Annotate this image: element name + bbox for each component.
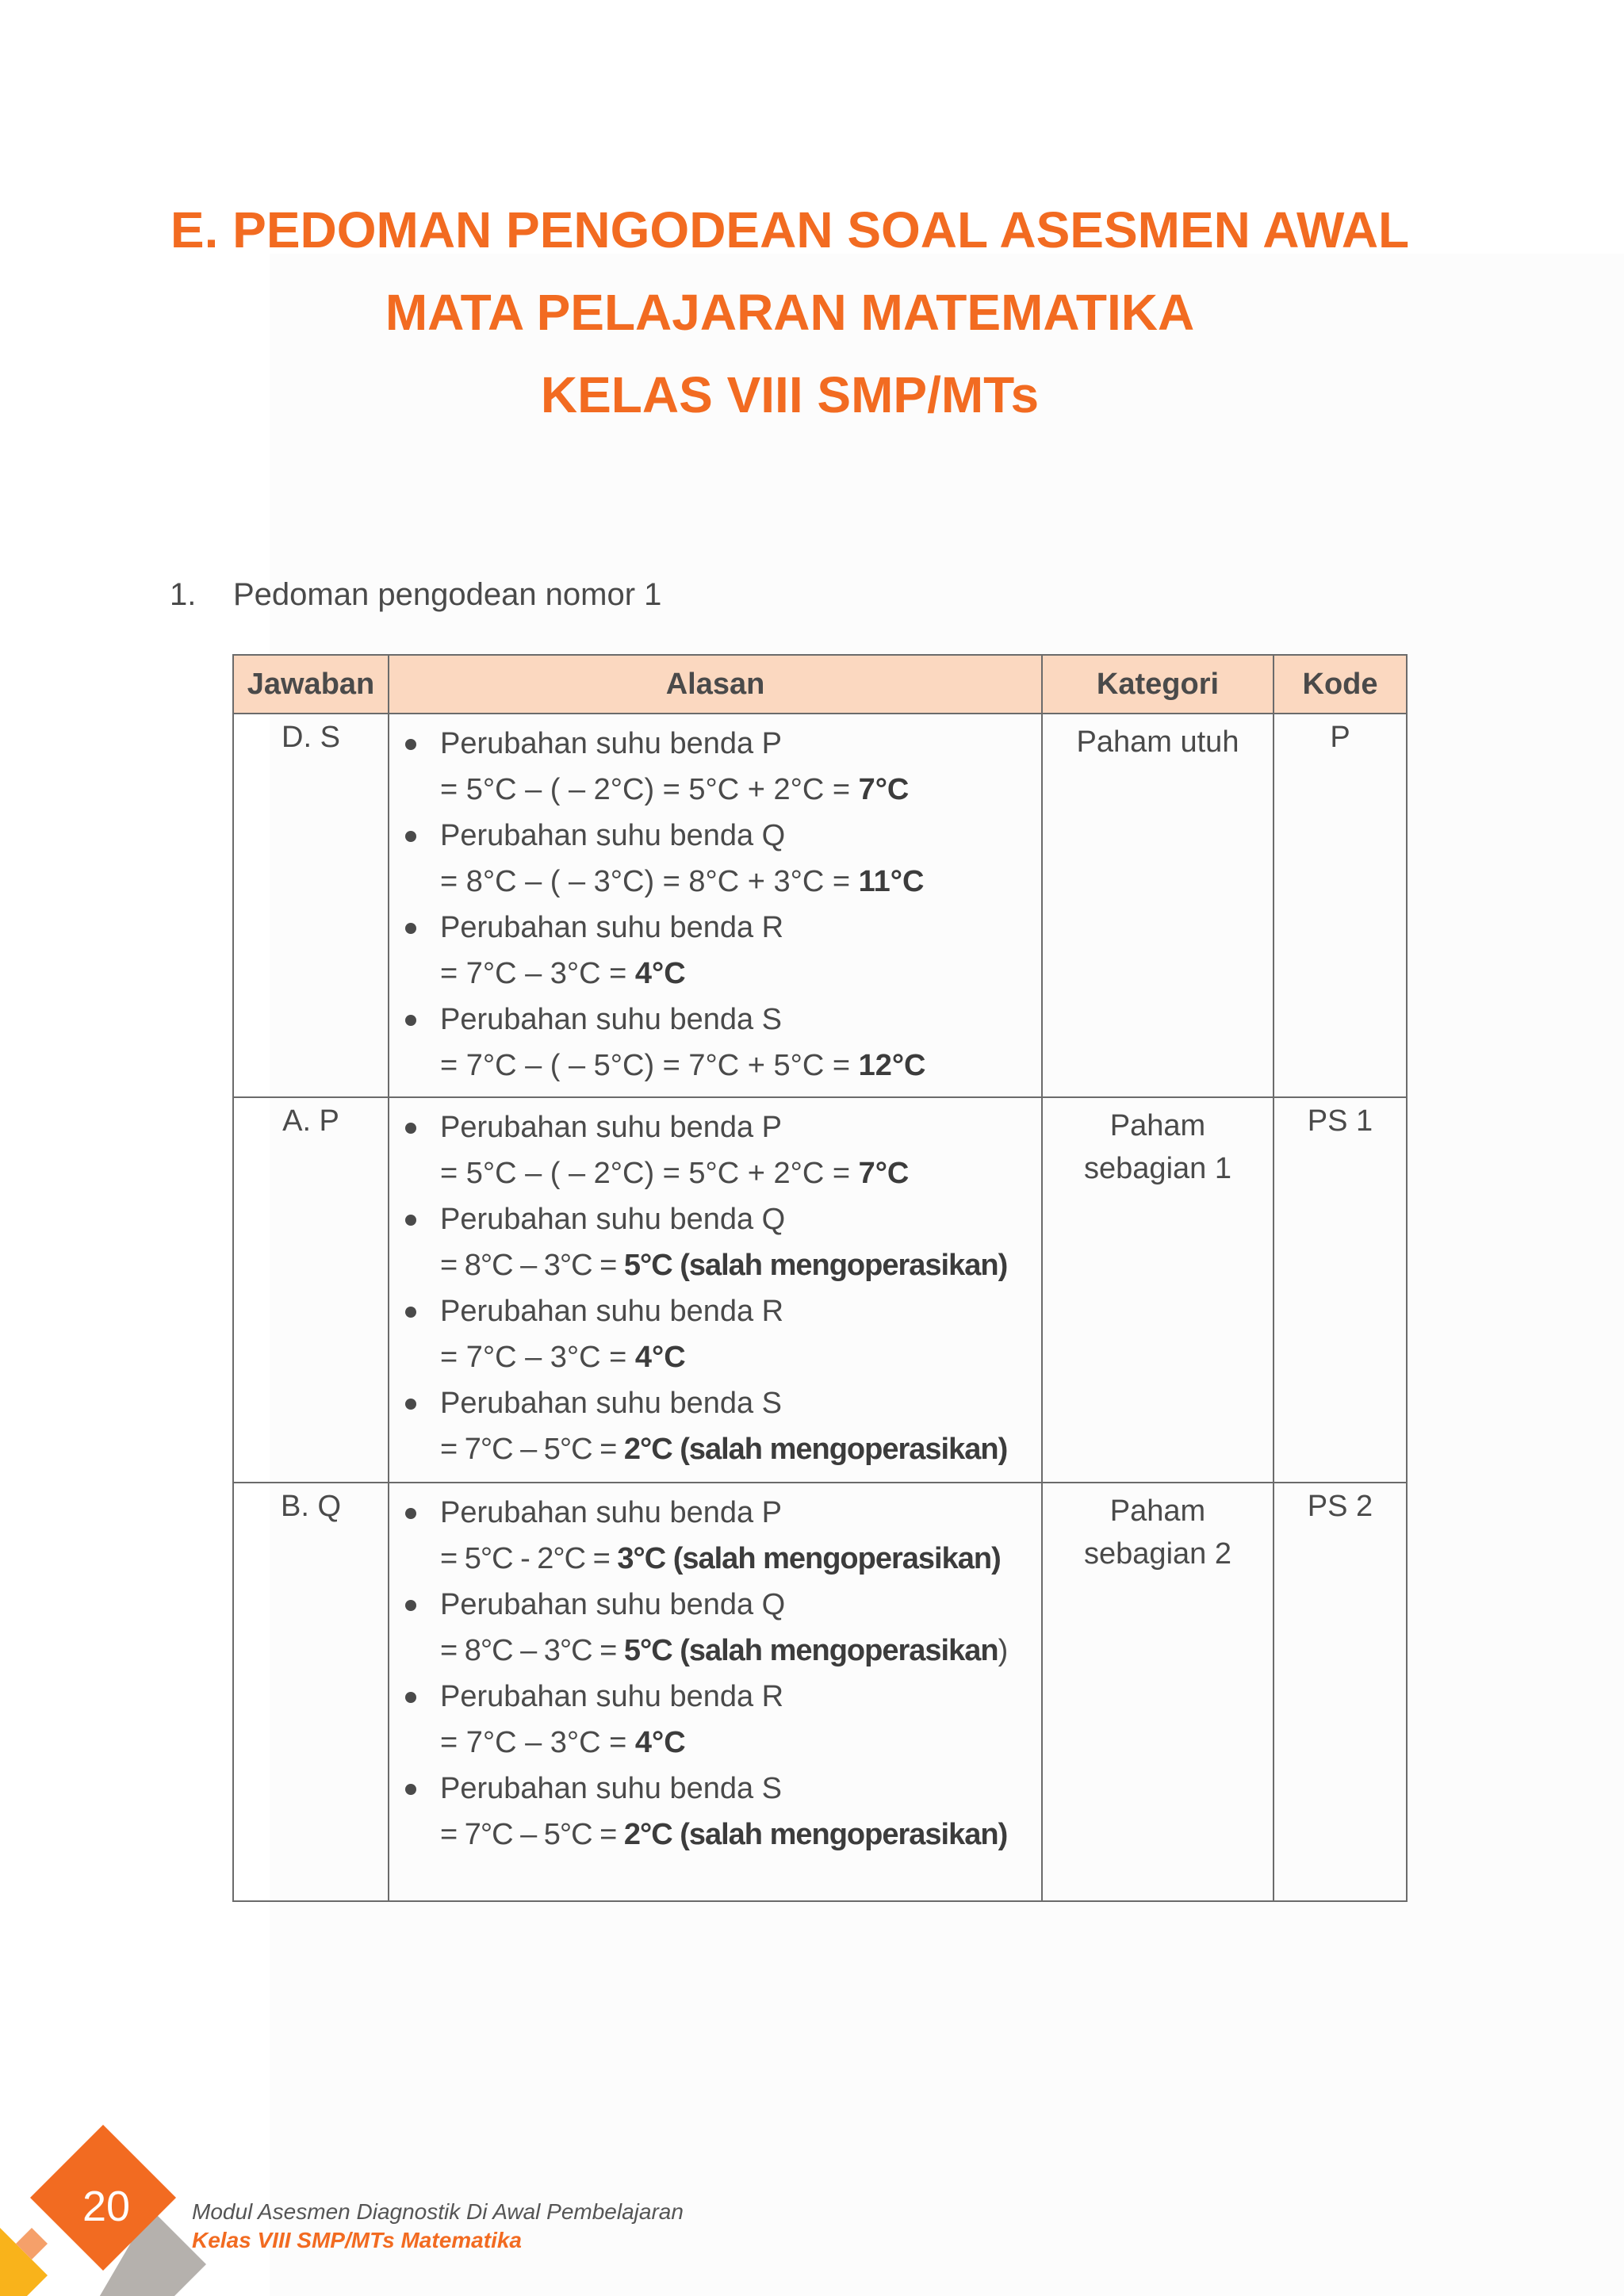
cell-jawaban: B. Q: [233, 1483, 389, 1901]
cell-alasan: [389, 1483, 1042, 1901]
header-jawaban: Jawaban: [233, 655, 389, 714]
footer-line-1: Modul Asesmen Diagnostik Di Awal Pembelajaran: [192, 2199, 684, 2224]
list-item: Perubahan suhu benda S = 7°C – 5°C = 2°C (salah mengoperasikan): [400, 1766, 1033, 1858]
table-row: [233, 714, 1407, 1097]
title-line-3: KELAS VIII SMP/MTs: [540, 366, 1040, 423]
list-item: Perubahan suhu benda S = 7°C – ( – 5°C) = 7°C + 5°C = 12°C: [400, 997, 1033, 1089]
list-item: Perubahan suhu benda Q = 8°C – ( – 3°C) = 8°C + 3°C = 11°C: [400, 813, 1033, 905]
cell-jawaban: A. P: [233, 1097, 389, 1483]
page-title: [0, 189, 1580, 436]
footer-line-2: Kelas VIII SMP/MTs Matematika: [192, 2228, 522, 2252]
list-item: Perubahan suhu benda R = 7°C – 3°C = 4°C: [400, 905, 1033, 997]
title-line-2: MATA PELAJARAN MATEMATIKA: [385, 284, 1195, 341]
cell-kategori: Paham utuh: [1042, 714, 1274, 1097]
page-number: 20: [82, 2183, 131, 2230]
list-item: Perubahan suhu benda S = 7°C – 5°C = 2°C (salah mengoperasikan): [400, 1380, 1033, 1472]
section-heading: [170, 577, 661, 613]
header-alasan: Alasan: [389, 655, 1042, 714]
cell-kategori: Paham sebagian 1: [1042, 1097, 1274, 1483]
list-item: Perubahan suhu benda P = 5°C – ( – 2°C) = 5°C + 2°C = 7°C: [400, 721, 1033, 813]
table-row: [233, 1097, 1407, 1483]
title-line-1: E. PEDOMAN PENGODEAN SOAL ASESMEN AWAL: [170, 201, 1410, 258]
cell-alasan: [389, 1097, 1042, 1483]
cell-jawaban: D. S: [233, 714, 389, 1097]
header-kode: Kode: [1274, 655, 1407, 714]
list-item: Perubahan suhu benda P = 5°C – ( – 2°C) = 5°C + 2°C = 7°C: [400, 1104, 1033, 1196]
section-number: 1.: [170, 577, 197, 612]
list-item: Perubahan suhu benda Q = 8°C – 3°C = 5°C (salah mengoperasikan): [400, 1196, 1033, 1288]
coding-guide-table: [232, 654, 1408, 1902]
cell-kategori: Paham sebagian 2: [1042, 1483, 1274, 1901]
cell-kode: PS 1: [1274, 1097, 1407, 1483]
table-header-row: [233, 655, 1407, 714]
cell-alasan: [389, 714, 1042, 1097]
cell-kode: P: [1274, 714, 1407, 1097]
header-kategori: Kategori: [1042, 655, 1274, 714]
list-item: Perubahan suhu benda R = 7°C – 3°C = 4°C: [400, 1674, 1033, 1766]
table-row: [233, 1483, 1407, 1901]
section-text: Pedoman pengodean nomor 1: [233, 577, 662, 612]
list-item: Perubahan suhu benda R = 7°C – 3°C = 4°C: [400, 1288, 1033, 1380]
footer-text: [192, 2198, 684, 2255]
cell-kode: PS 2: [1274, 1483, 1407, 1901]
list-item: Perubahan suhu benda P = 5°C - 2°C = 3°C (salah mengoperasikan): [400, 1490, 1033, 1582]
list-item: Perubahan suhu benda Q = 8°C – 3°C = 5°C (salah mengoperasikan): [400, 1582, 1033, 1674]
